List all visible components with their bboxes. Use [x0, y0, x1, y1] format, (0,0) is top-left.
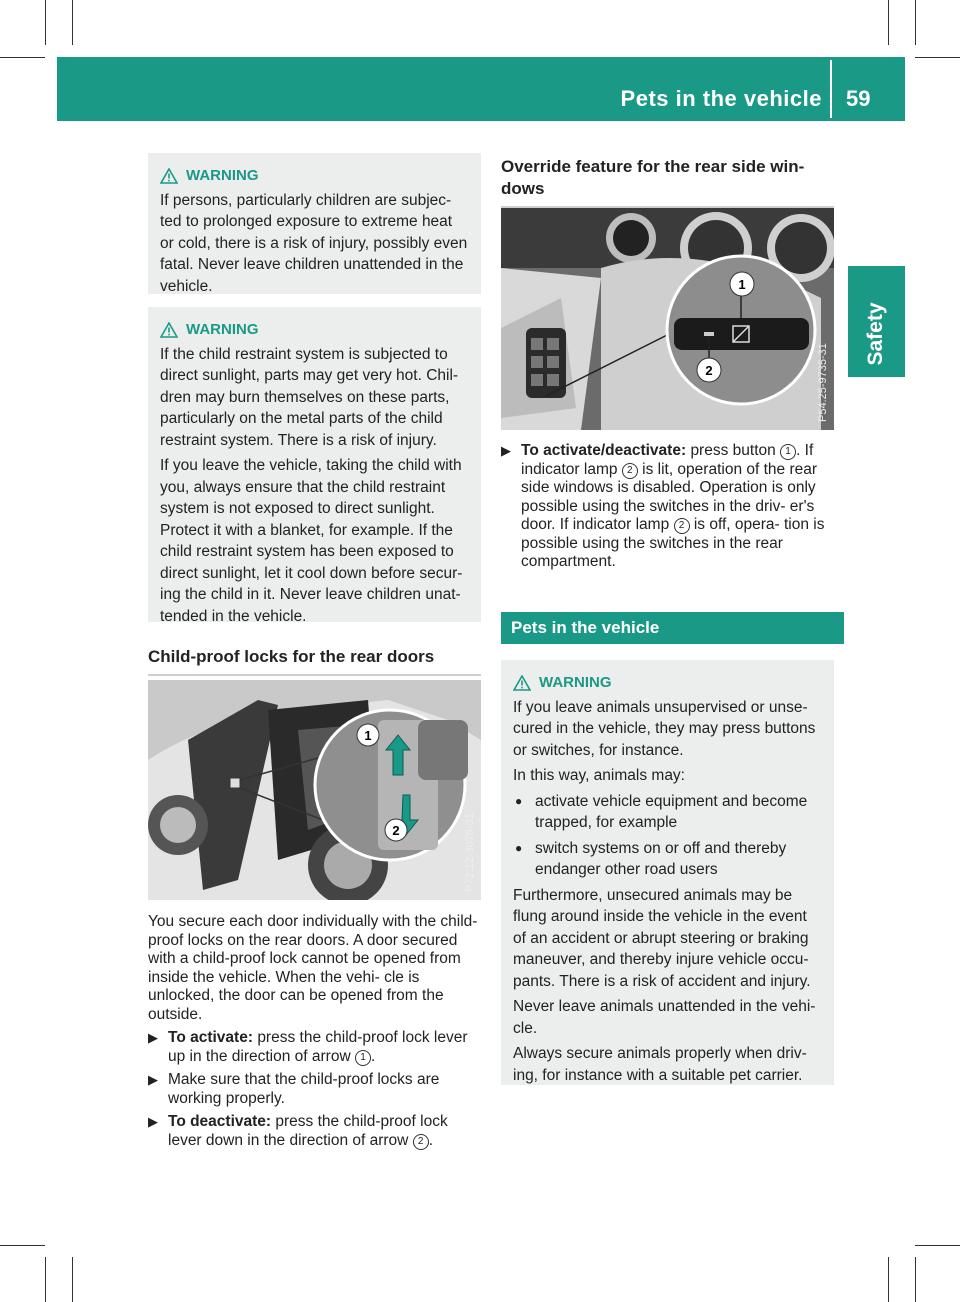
- list-item: ● switch systems on or off and thereby endanger other road users: [515, 838, 822, 881]
- warning-box-children-heat: [148, 153, 481, 294]
- dashboard-illustration: [501, 208, 834, 430]
- callout-number: 1: [355, 1050, 371, 1066]
- callout-number: 2: [413, 1134, 429, 1150]
- step-activate: ▶ To activate: press the child-proof lock lever up in the direction of arrow 1 .: [148, 1029, 468, 1065]
- svg-text:2: 2: [392, 823, 400, 838]
- warning-label: WARNING: [539, 674, 612, 691]
- figure-code: P54.25-9735-31: [817, 343, 829, 422]
- warning-triangle-icon: [513, 675, 531, 691]
- warning-paragraph: If the child restraint system is subjected to direct sunlight, parts may get very hot. Chil- dren may burn themselves on these parts, particularly on the metal parts of the child restraint system. There is a risk of injury.: [160, 345, 459, 449]
- crop-mark: [0, 57, 45, 58]
- page-number: 59: [846, 86, 871, 111]
- warning-paragraph: In this way, animals may:: [513, 767, 685, 784]
- step-label: To deactivate:: [168, 1113, 272, 1130]
- crop-mark: [915, 1245, 960, 1246]
- section-title-pets: Pets in the vehicle: [501, 612, 844, 644]
- bullet-icon: ●: [515, 840, 523, 855]
- warning-heading: [160, 165, 469, 187]
- crop-mark: [915, 57, 960, 58]
- override-instructions: [501, 442, 834, 572]
- step-text: Make sure that the child-proof locks are working properly.: [168, 1071, 440, 1107]
- warning-heading: [160, 319, 469, 341]
- override-switch-photo: [501, 208, 834, 430]
- step-arrow-icon: ▶: [148, 1114, 158, 1129]
- svg-text:1: 1: [738, 277, 746, 292]
- step-label: To activate/deactivate:: [521, 442, 687, 459]
- warning-triangle-icon: [160, 322, 178, 338]
- step-arrow-icon: ▶: [501, 443, 511, 458]
- section-heading-override: Override feature for the rear side win- dows: [501, 156, 834, 208]
- warning-text: If persons, particularly children are subjec- ted to prolonged exposure to extreme heat or cold, there is a risk of injury, possibly even fatal. Never leave children unattended in the vehicle.: [160, 191, 468, 295]
- list-item: ● activate vehicle equipment and become trapped, for example: [515, 791, 822, 834]
- child-lock-instructions: [148, 913, 481, 1150]
- car-door-illustration: [148, 680, 481, 900]
- crop-mark: [915, 0, 916, 45]
- warning-box-child-restraint: [148, 307, 481, 625]
- crop-mark: [915, 1257, 916, 1302]
- step-check: [148, 1071, 481, 1108]
- crop-mark: [45, 1257, 46, 1302]
- bullet-icon: ●: [515, 793, 523, 808]
- svg-text:1: 1: [364, 728, 372, 743]
- crop-mark: [45, 0, 46, 45]
- crop-mark: [888, 1257, 889, 1302]
- warning-paragraph: If you leave the vehicle, taking the child with you, always ensure that the child restraint system is not exposed to direct sunlight. Protect it with a blanket, for example. If the child restraint system has been exposed to direct sunlight, let it cool down before secur- ing the child in it. Never leave children unat- tended in the vehicle.: [160, 457, 463, 625]
- intro-paragraph: You secure each door individually with the child-proof locks on the rear doors. A door secured with a child-proof lock cannot be opened from inside the vehicle. When the vehi- cle is unlocked, the door can be opened from the outside.: [148, 913, 478, 1023]
- warning-triangle-icon: [160, 168, 178, 184]
- callout-number: 1: [780, 444, 796, 460]
- crop-mark: [888, 0, 889, 45]
- svg-text:2: 2: [705, 363, 713, 378]
- callout-number: 2: [674, 518, 690, 534]
- warning-label: WARNING: [186, 167, 259, 184]
- step-deactivate: ▶ To deactivate: press the child-proof lock lever down in the direction of arrow 2 .: [148, 1113, 448, 1149]
- warning-heading: [513, 672, 822, 694]
- warning-label: WARNING: [186, 321, 259, 338]
- step-text: press the child-proof lock lever down in the direction of arrow: [168, 1113, 448, 1149]
- step-toggle-override: ▶ To activate/deactivate: press button 1 . If indicator lamp 2 is lit, operation of the rear side windows is disabled. Operation is only possible using the switches in the driv- er's door. If indicator lamp 2 is off, opera- tion is possible using the switches in the rear compartment.: [501, 442, 825, 570]
- warning-paragraph: Furthermore, unsecured animals may be flung around inside the vehicle in the event of an accident or abrupt steering or braking maneuver, and thereby injure vehicle occu- pants. There is a risk of accident and injury.: [513, 886, 811, 990]
- child-lock-photo: [148, 680, 481, 900]
- step-arrow-icon: ▶: [148, 1072, 158, 1087]
- crop-mark: [0, 1245, 45, 1246]
- crop-mark: [72, 1257, 73, 1302]
- step-label: To activate:: [168, 1029, 253, 1046]
- side-tab-label: Safety: [864, 302, 887, 366]
- callout-number: 2: [622, 463, 638, 479]
- figure-code: P72.12-3075-31: [464, 813, 476, 892]
- warning-paragraph: Never leave animals unattended in the vehi- cle.: [513, 998, 816, 1037]
- warning-paragraph: If you leave animals unsupervised or unse- cured in the vehicle, they may press buttons or switches, for instance.: [513, 698, 816, 759]
- warning-paragraph: Always secure animals properly when driv- ing, for instance with a suitable pet carrier.: [513, 1045, 807, 1084]
- step-arrow-icon: ▶: [148, 1030, 158, 1045]
- step-text: press the child-proof lock lever up in the direction of arrow: [168, 1029, 468, 1065]
- warning-box-pets: [501, 660, 834, 1085]
- header-separator: [830, 60, 832, 118]
- header-title: Pets in the vehicle: [620, 86, 822, 111]
- section-heading-child-locks: Child-proof locks for the rear doors: [148, 646, 481, 676]
- crop-mark: [72, 0, 73, 45]
